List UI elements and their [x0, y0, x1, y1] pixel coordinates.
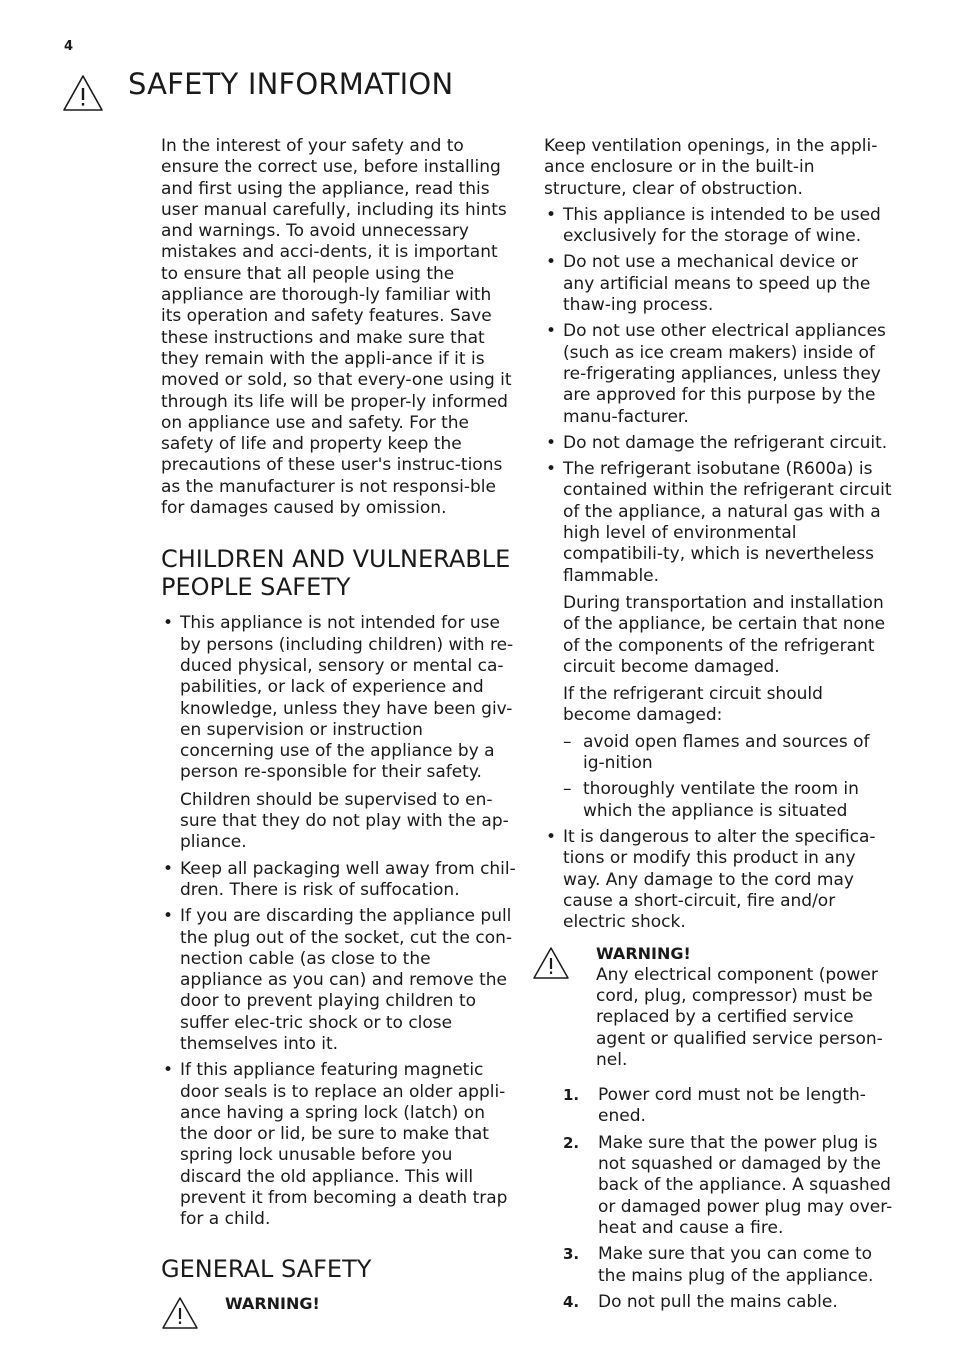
- children-safety-list: [161, 613, 516, 1230]
- list-item: • Do not damage the refrigerant circuit.: [544, 433, 894, 454]
- item-number: 2.: [563, 1133, 580, 1152]
- power-cord-list: [544, 1085, 894, 1313]
- list-item: • Do not use a mechanical device or any artificial means to speed up the thaw-ing process.: [544, 252, 894, 316]
- warning-label: WARNING!: [596, 944, 691, 964]
- warning-triangle-icon: [161, 1296, 199, 1330]
- general-safety-heading: GENERAL SAFETY: [161, 1254, 372, 1283]
- list-item: • Keep all packaging well away from chil-dren. There is risk of suffocation.: [161, 859, 516, 902]
- list-item: • Do not use other electrical appliances (such as ice cream makers) inside of re-frigerating appliances, unless they are approved for this purpose by the manu-facturer.: [544, 321, 894, 427]
- item-number: 4.: [563, 1292, 580, 1311]
- list-item: • This appliance is not intended for use by persons (including children) with re-duced physical, sensory or mental ca-pabilities, or lack of experience and knowledge, unless they have been giv-en supervision or instruction concerning use of the appliance by a person re-sponsible for their safety. Children should be supervised to en-sure that they do not play with the ap-pliance.: [161, 613, 516, 853]
- warning-label: WARNING!: [225, 1293, 320, 1313]
- ventilation-paragraph: Keep ventilation openings, in the appli-ance enclosure or in the built-in structure, clear of obstruction.: [544, 136, 878, 199]
- damage-actions-list: [563, 732, 894, 822]
- list-item: 2. Make sure that the power plug is not squashed or damaged by the back of the appliance. A squashed or damaged power plug may over-heat and cause a fire.: [563, 1132, 893, 1238]
- item-number: 3.: [563, 1245, 580, 1264]
- warning-triangle-icon: [532, 946, 570, 980]
- warning-text: Any electrical component (power cord, plug, compressor) must be replaced by a certified service agent or qualified service person-nel.: [596, 964, 883, 1070]
- warning-triangle-icon: [62, 74, 104, 112]
- right-column: [544, 136, 894, 1318]
- list-item: – thoroughly ventilate the room in which the appliance is situated: [563, 779, 894, 822]
- transport-paragraph: During transportation and installation of the appliance, be certain that none of the components of the refrigerant circuit become damaged.: [563, 592, 886, 677]
- general-warning: [161, 1293, 516, 1333]
- children-supervision-paragraph: Children should be supervised to en-sure that they do not play with the ap-pliance.: [180, 789, 509, 853]
- list-item: • It is dangerous to alter the specifica-tions or modify this product in any way. Any damage to the cord may cause a short-circuit, fire and/or electric shock.: [544, 827, 894, 933]
- left-column: [161, 136, 516, 1333]
- list-item: 1. Power cord must not be length-ened.: [563, 1085, 866, 1127]
- general-safety-list: [544, 205, 894, 934]
- item-number: 1.: [563, 1086, 580, 1105]
- intro-paragraph: In the interest of your safety and to ensure the correct use, before installing and first using the appliance, read this user manual carefully, including its hints and warnings. To avoid unnecessary mistakes and acci-dents, it is important to ensure that all people using the appliance are thorough-ly familiar with its operation and safety features. Save these instructions and make sure that they remain with the appli-ance if it is moved or sold, so that every-one using it through its life will be proper-ly informed on appliance use and safety. For the safety of life and property keep the precautions of these user's instruc-tions as the manufacturer is not responsi-ble for damages caused by omission.: [161, 136, 512, 519]
- list-item: • If this appliance featuring magnetic door seals is to replace an older appli-ance having a spring lock (latch) on the door or lid, be sure to make that spring lock unusable before you discard the old appliance. This will prevent it from becoming a death trap for a child.: [161, 1060, 516, 1230]
- damaged-paragraph: If the refrigerant circuit should become damaged:: [563, 684, 823, 726]
- list-item: • The refrigerant isobutane (R600a) is contained within the refrigerant circuit of the appliance, a natural gas with a high level of environmental compatibili-ty, which is nevertheless flammable. During transportation and installation of the appliance, be certain that none of the components of the refrigerant circuit become damaged. If the refrigerant circuit should become damaged: – avoid open flames and sources of ig-nition – thoroughly ventilate the room in which the appliance is situated: [544, 459, 894, 822]
- list-item: 4. Do not pull the mains cable.: [563, 1291, 838, 1312]
- list-item: 3. Make sure that you can come to the mains plug of the appliance.: [563, 1244, 874, 1286]
- electrical-warning: [532, 943, 894, 1071]
- page-title: SAFETY INFORMATION: [128, 67, 454, 101]
- list-item: • This appliance is intended to be used exclusively for the storage of wine.: [544, 205, 894, 248]
- children-safety-heading: CHILDREN AND VULNERABLE PEOPLE SAFETY: [161, 545, 511, 602]
- list-item: • If you are discarding the appliance pull the plug out of the socket, cut the con-nection cable (as close to the appliance as you can) and remove the door to prevent playing children to suffer elec-tric shock or to close themselves into it.: [161, 906, 516, 1055]
- page-number: 4: [64, 39, 74, 54]
- list-item: – avoid open flames and sources of ig-nition: [563, 732, 894, 775]
